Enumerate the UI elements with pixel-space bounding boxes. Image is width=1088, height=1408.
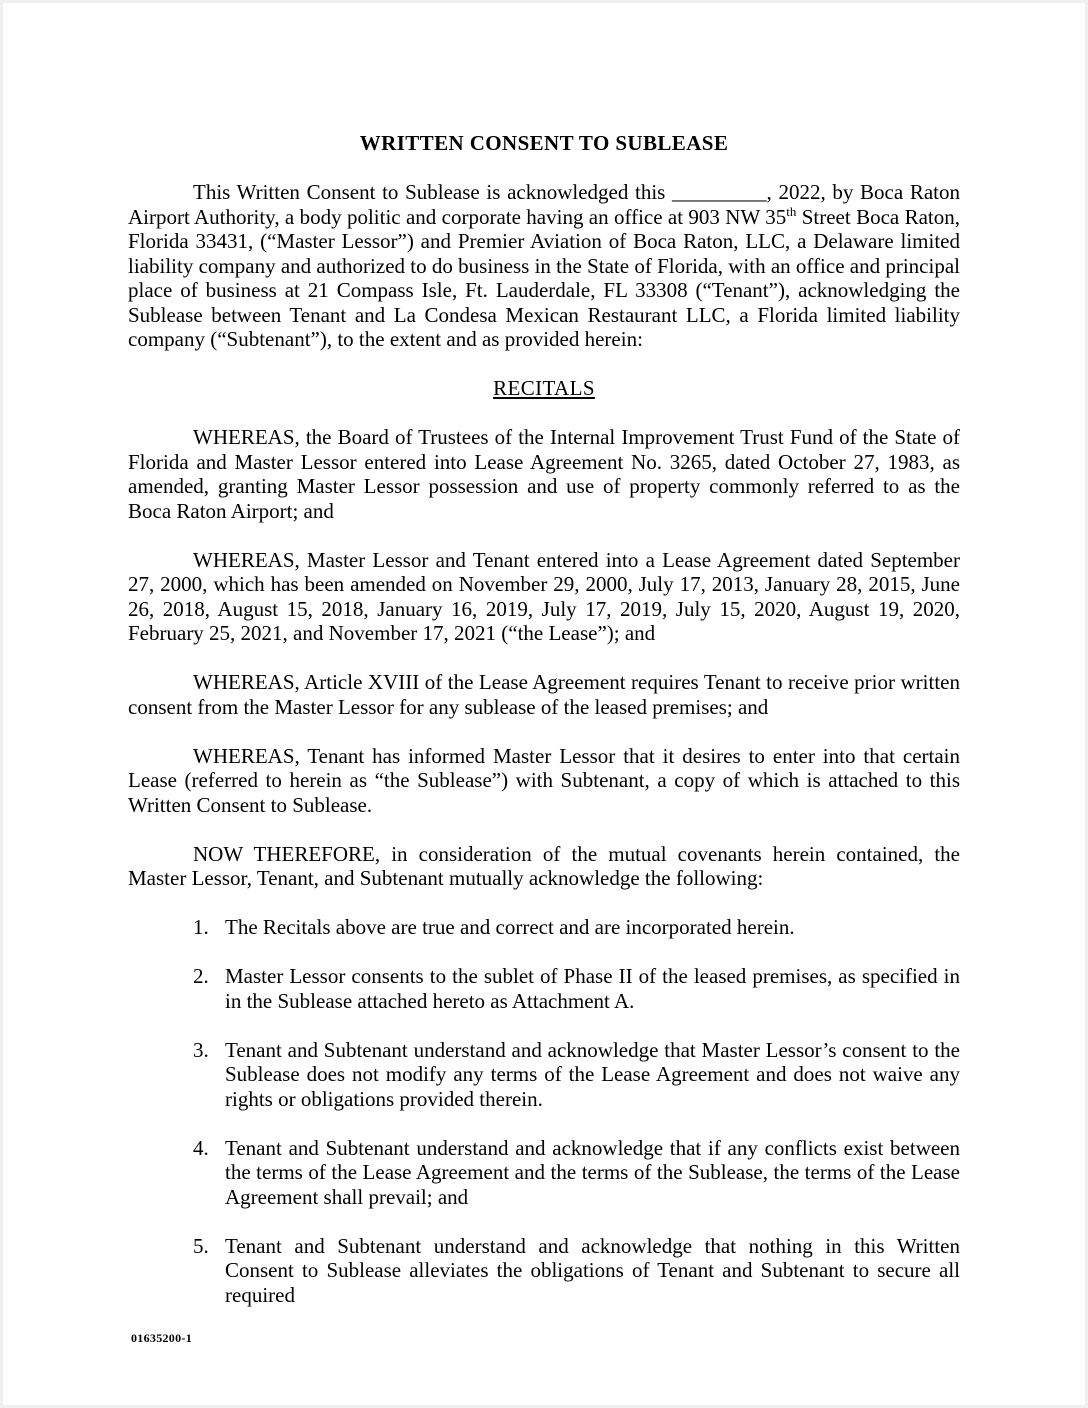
item-number: 2. xyxy=(193,964,209,988)
page-title: WRITTEN CONSENT TO SUBLEASE xyxy=(359,131,729,155)
recital-paragraph-4: WHEREAS, Tenant has informed Master Lessor that it desires to enter into that certain Lease (referred to herein as “the Sublease”) with Subtenant, a copy of which is attached to this Written Consent to Sublease. xyxy=(128,743,960,817)
numbered-item-3 xyxy=(193,1038,960,1112)
recital-paragraph-3: WHEREAS, Article XVIII of the Lease Agreement requires Tenant to receive prior written consent from the Master Lessor for any sublease of the leased premises; and xyxy=(128,670,960,719)
item-text: Tenant and Subtenant understand and acknowledge that nothing in this Written Consent to Sublease alleviates the obligations of Tenant and Subtenant to secure all required xyxy=(225,1233,960,1307)
footer-document-number: 01635200-1 xyxy=(131,1331,192,1345)
recitals-heading: RECITALS xyxy=(493,376,595,400)
numbered-item-2 xyxy=(193,964,960,1013)
item-text: Tenant and Subtenant understand and acknowledge that Master Lessor’s consent to the Sublease does not modify any terms of the Lease Agreement and does not waive any rights or obligations provided therein. xyxy=(225,1037,960,1111)
numbered-item-5 xyxy=(193,1234,960,1308)
item-number: 5. xyxy=(193,1233,209,1258)
date-blank-line: _________ xyxy=(672,180,767,204)
item-text: The Recitals above are true and correct and are incorporated herein. xyxy=(225,915,795,939)
recital-paragraph-1: WHEREAS, the Board of Trustees of the Internal Improvement Trust Fund of the State of Florida and Master Lessor entered into Lease Agreement No. 3265, dated October 27, 1983, as amended, granting Master Lessor possession and use of property commonly referred to as the Boca Raton Airport; and xyxy=(128,425,960,523)
intro-paragraph xyxy=(128,180,960,352)
ordinal-superscript: th xyxy=(786,203,797,219)
intro-text-segment-2: , 2022, by Boca Raton Airport Authority, a body politic and corporate having an office at 903 NW 35 xyxy=(128,180,961,229)
now-therefore-paragraph: NOW THEREFORE, in consideration of the mutual covenants herein contained, the Master Lessor, Tenant, and Subtenant mutually acknowledge the following: xyxy=(128,841,960,890)
item-text: Tenant and Subtenant understand and acknowledge that if any conflicts exist between the terms of the Lease Agreement and the terms of the Sublease, the terms of the Lease Agreement shall prevail; and xyxy=(225,1135,960,1209)
intro-text-segment-3: Street Boca Raton, Florida 33431, (“Master Lessor”) and Premier Aviation of Boca Raton, LLC, a Delaware limited liability company and authorized to do business in the State of Florida, with an office and principal place of business at 21 Compass Isle, Ft. Lauderdale, FL 33308 (“Tenant”), acknowledging the Sublease between Tenant and La Condesa Mexican Restaurant LLC, a Florida limited liability company (“Subtenant”), to the extent and as provided herein: xyxy=(128,204,960,351)
recital-paragraph-2: WHEREAS, Master Lessor and Tenant entered into a Lease Agreement dated September 27, 2000, which has been amended on November 29, 2000, July 17, 2013, January 28, 2015, June 26, 2018, August 15, 2018, January 16, 2019, July 17, 2019, July 15, 2020, August 19, 2020, February 25, 2021, and November 17, 2021 (“the Lease”); and xyxy=(128,547,960,645)
intro-text-segment-1: This Written Consent to Sublease is acknowledged this xyxy=(193,180,673,204)
item-text: Master Lessor consents to the sublet of Phase II of the leased premises, as specified in in the Sublease attached hereto as Attachment A. xyxy=(225,964,960,1013)
item-number: 1. xyxy=(193,915,209,939)
numbered-item-1 xyxy=(193,915,960,940)
item-number: 4. xyxy=(193,1135,209,1160)
item-number: 3. xyxy=(193,1037,209,1062)
numbered-item-4 xyxy=(193,1136,960,1210)
